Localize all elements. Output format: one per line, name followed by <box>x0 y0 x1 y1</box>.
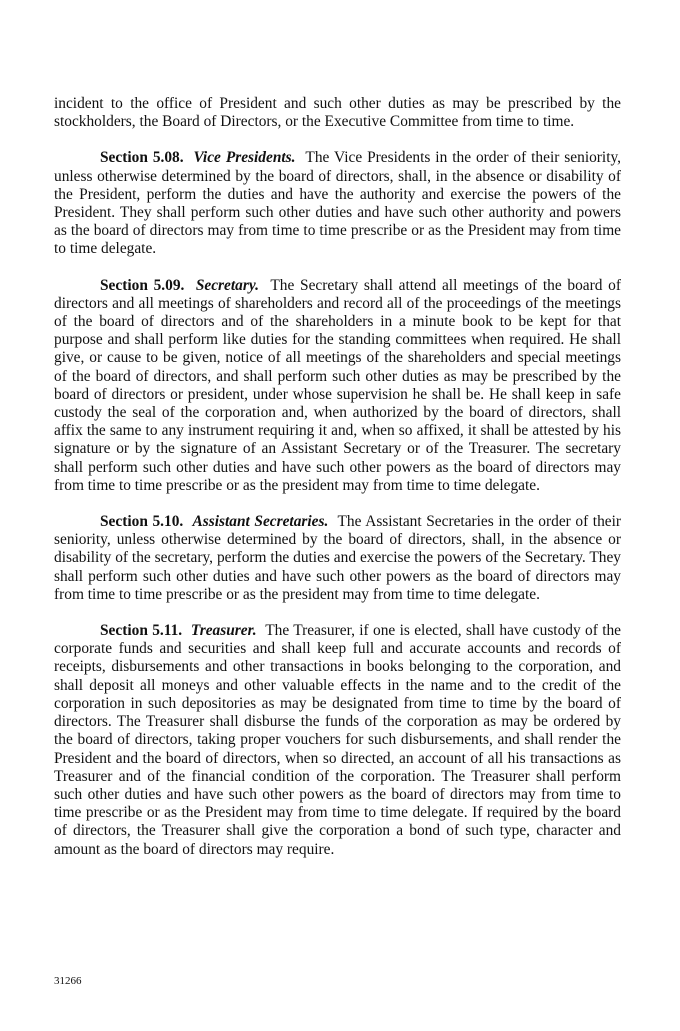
section-body: The Assistant Secretaries in the order of their seniority, unless otherwise determined by the board of directors, shall, in the absence or disability of the secretary, perform the duties and exercise the powers of the Secretary. They shall perform such other duties and have such other powers as the board of directors may from time to time prescribe or as the president may from time to time delegate. <box>54 513 621 603</box>
section-body: The Secretary shall attend all meetings of the board of directors and all meetings of shareholders and record all of the proceedings of the meetings of the board of directors and of the shareholders in a minute book to be kept for that purpose and shall perform like duties for the standing committees when required. He shall give, or cause to be given, notice of all meetings of the shareholders and special meetings of the board of directors, and shall perform such other duties as may be prescribed by the board of directors or president, under whose supervision he shall be. He shall keep in safe custody the seal of the corporation and, when authorized by the board of directors, shall affix the same to any instrument requiring it and, when so affixed, it shall be attested by his signature or by the signature of an Assistant Secretary or of the Treasurer. The secretary shall perform such other duties and have such other powers as the board of directors may from time to time prescribe or as the president may from time to time delegate. <box>54 276 621 494</box>
section-5-08-paragraph <box>54 149 621 258</box>
paragraph-spacer <box>54 131 621 149</box>
document-body <box>54 95 621 859</box>
section-number: Section 5.10. <box>100 513 184 531</box>
section-title: Treasurer. <box>190 622 257 640</box>
section-title: Vice Presidents. <box>193 149 296 167</box>
document-id-footer: 31266 <box>54 975 82 987</box>
section-5-10-paragraph <box>54 513 621 604</box>
paragraph-spacer <box>54 604 621 622</box>
section-number: Section 5.09. <box>100 276 185 294</box>
section-body: The Treasurer, if one is elected, shall have custody of the corporate funds and securities and shall keep full and accurate accounts and records of receipts, disbursements and other transactions in books belonging to the corporation, and shall deposit all moneys and other valuable effects in the name and to the credit of the corporation in such depositories as may be designated from time to time by the board of directors. The Treasurer shall disburse the funds of the corporation as may be ordered by the board of directors, taking proper vouchers for such disbursements, and shall render the President and the board of directors, when so directed, an account of all his transactions as Treasurer and of the financial condition of the corporation. The Treasurer shall perform such other duties and have such other powers as the board of directors may from time to time prescribe or as the President may from time to time delegate. If required by the board of directors, the Treasurer shall give the corporation a bond of such type, character and amount as the board of directors may require. <box>54 622 621 858</box>
section-body: The Vice Presidents in the order of their seniority, unless otherwise determined by the board of directors, shall, in the absence or disability of the President, perform the duties and have the authority and exercise the powers of the President. They shall perform such other duties and have such other authority and powers as the board of directors may from time to time prescribe or as the President may from time to time delegate. <box>54 149 622 258</box>
paragraph-spacer <box>54 259 621 277</box>
continuation-paragraph: incident to the office of President and such other duties as may be prescribed by the stockholders, the Board of Directors, or the Executive Committee from time to time. <box>54 95 621 131</box>
section-number: Section 5.11. <box>100 622 183 640</box>
section-5-09-paragraph <box>54 277 621 495</box>
paragraph-spacer <box>54 495 621 513</box>
section-number: Section 5.08. <box>100 149 184 167</box>
section-title: Secretary. <box>195 276 259 294</box>
section-5-11-paragraph <box>54 622 621 859</box>
section-title: Assistant Secretaries. <box>192 513 329 531</box>
